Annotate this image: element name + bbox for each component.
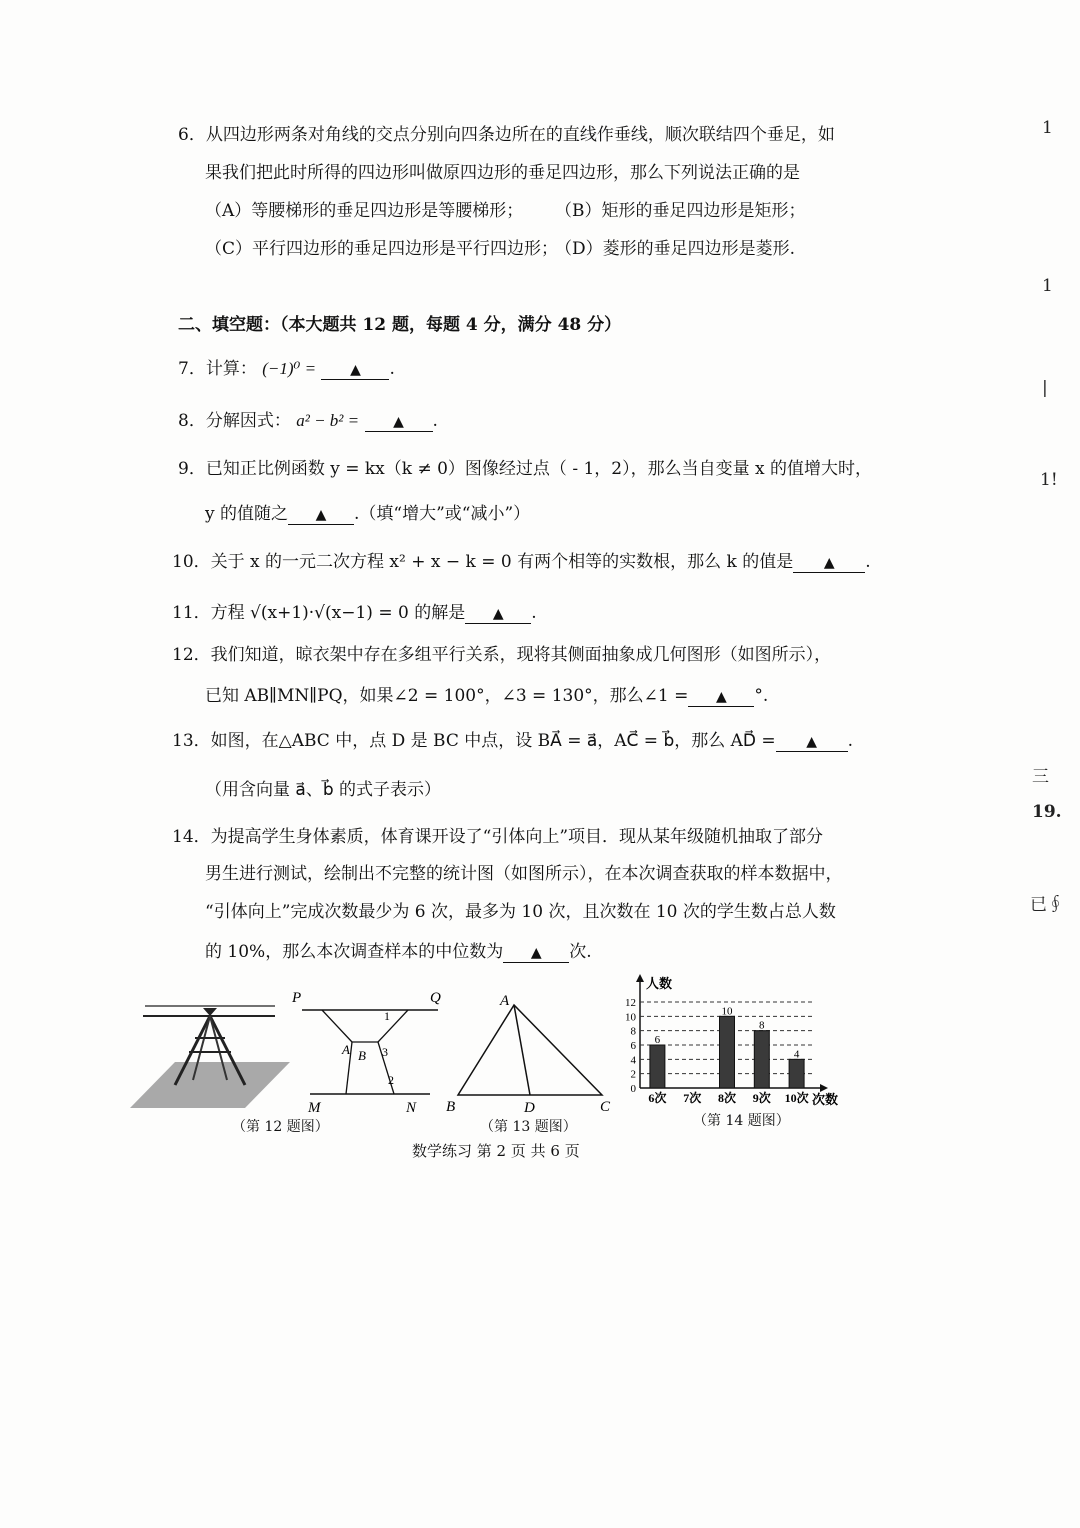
- q13-line1-text: 13．如图，在△ABC 中，点 D 是 BC 中点，设 BA⃗ = a⃗，AC⃗ = b⃗，那么 AD⃗ =: [172, 731, 776, 751]
- question-10: [172, 551, 871, 573]
- fig14-bar-chart: [618, 972, 848, 1108]
- q11-end: .: [531, 603, 537, 623]
- page-footer: 数学练习 第 2 页 共 6 页: [412, 1142, 580, 1160]
- q11-answer-blank[interactable]: ▲: [465, 605, 531, 624]
- x-tick-6次: 6次: [648, 1091, 667, 1105]
- q9-answer-blank[interactable]: ▲: [288, 506, 354, 525]
- margin-mark-4: 1!: [1040, 470, 1058, 490]
- angle-2-label: 2: [388, 1073, 394, 1087]
- q12-line2: [205, 685, 768, 707]
- label-q: Q: [430, 990, 441, 1006]
- margin-mark-3: |: [1042, 378, 1048, 398]
- q11-text: 11．方程 √(x+1)·√(x−1) = 0 的解是: [172, 603, 466, 623]
- vertex-a-label: A: [500, 993, 510, 1009]
- q14-line2: 男生进行测试，绘制出不完整的统计图（如图所示），在本次调查获取的样本数据中，: [205, 864, 843, 884]
- q8-end: .: [432, 411, 438, 431]
- margin-mark-2: 1: [1042, 276, 1053, 296]
- y-tick-2: 2: [630, 1068, 636, 1081]
- q9-line2: [205, 503, 530, 525]
- q9-line2-start: y 的值随之: [205, 504, 289, 524]
- vertex-b-label: B: [446, 1099, 456, 1115]
- margin-mark-1: 1: [1042, 118, 1053, 138]
- bar-6次: [650, 1045, 665, 1088]
- bar-8次: [720, 1016, 735, 1088]
- q14-line1: 14．为提高学生身体素质，体育课开设了“引体向上”项目．现从某年级随机抽取了部分: [172, 827, 824, 847]
- x-tick-7次: 7次: [683, 1091, 702, 1105]
- q8-expression: a² − b² =: [296, 411, 360, 430]
- bar-value-label-6次: 6: [654, 1034, 661, 1046]
- q10-text: 10．关于 x 的一元二次方程 x² + x − k = 0 有两个相等的实数根，那么 k 的值是: [172, 552, 794, 572]
- label-p: P: [292, 990, 302, 1006]
- q7-label: 7．计算：: [178, 359, 257, 379]
- q9-line1: 9．已知正比例函数 y = kx（k ≠ 0）图像经过点（ - 1，2），那么当自变量 x 的值增大时，: [178, 459, 873, 479]
- triangle-abc: [458, 1005, 602, 1095]
- q13-line2: （用含向量 a⃗、b⃗ 的式子表示）: [205, 780, 442, 800]
- q10-end: .: [865, 552, 871, 572]
- bar-value-label-9次: 8: [759, 1019, 765, 1032]
- fig14-caption: （第 14 题图）: [693, 1113, 790, 1129]
- angle-3-label: 3: [382, 1045, 388, 1059]
- q14-line4: [205, 941, 592, 963]
- q12-answer-blank[interactable]: ▲: [688, 688, 754, 707]
- margin-mark-5: 三: [1032, 767, 1049, 787]
- q12-line2-text: 已知 AB∥MN∥PQ，如果∠2 = 100°，∠3 = 130°，那么∠1 =: [205, 686, 689, 706]
- bar-value-label-8次: 10: [721, 1005, 733, 1018]
- q6-option-d: （D）菱形的垂足四边形是菱形.: [555, 239, 796, 259]
- q8-answer-blank[interactable]: ▲: [365, 413, 433, 432]
- point-d-label: D: [524, 1100, 535, 1115]
- label-b: B: [358, 1048, 366, 1063]
- label-n: N: [406, 1100, 417, 1116]
- q7-end: .: [389, 359, 395, 379]
- q13-line1: [172, 730, 853, 752]
- q6-option-a: （A）等腰梯形的垂足四边形是等腰梯形；: [205, 201, 524, 221]
- margin-mark-7: 已∮: [1030, 895, 1064, 915]
- q6-stem-line1: 6．从四边形两条对角线的交点分别向四条边所在的直线作垂线，顺次联结四个垂足，如: [178, 125, 835, 145]
- label-a: A: [342, 1042, 350, 1057]
- q6-option-c: （C）平行四边形的垂足四边形是平行四边形；: [205, 239, 559, 259]
- x-axis-arrow: [820, 1084, 828, 1092]
- x-tick-9次: 9次: [752, 1091, 771, 1105]
- q14-line4-start: 的 10%，那么本次调查样本的中位数为: [205, 942, 504, 962]
- q14-line3: “引体向上”完成次数最少为 6 次，最多为 10 次，且次数在 10 次的学生数占总人数: [205, 902, 836, 922]
- q14-line4-end: 次.: [569, 942, 592, 962]
- q13-end: .: [847, 731, 854, 751]
- chart-y-label: 人数: [646, 976, 673, 991]
- section-2-heading: 二、填空题：（本大题共 12 题，每题 4 分，满分 48 分）: [178, 315, 622, 335]
- y-tick-12: 12: [625, 997, 636, 1009]
- y-tick-0: 0: [630, 1083, 636, 1095]
- q12-end: °.: [754, 686, 769, 706]
- question-11: [172, 602, 537, 624]
- q10-answer-blank[interactable]: ▲: [793, 554, 865, 573]
- q6-stem-line2: 果我们把此时所得的四边形叫做原四边形的垂足四边形，那么下列说法正确的是: [205, 163, 800, 183]
- bar-10次: [789, 1059, 804, 1088]
- fig12-clothes-rack-photo: [125, 980, 295, 1115]
- q8-label: 8．分解因式：: [178, 411, 291, 431]
- label-m: M: [308, 1100, 321, 1116]
- vertex-c-label: C: [600, 1099, 611, 1115]
- q7-expression: (−1)⁰ =: [262, 359, 317, 378]
- q7-answer-blank[interactable]: ▲: [321, 361, 389, 380]
- fig12-caption: （第 12 题图）: [232, 1119, 329, 1135]
- y-tick-8: 8: [630, 1025, 636, 1038]
- q12-line1: 12．我们知道，晾衣架中存在多组平行关系，现将其侧面抽象成几何图形（如图所示），: [172, 645, 832, 665]
- y-tick-6: 6: [630, 1040, 636, 1052]
- q14-answer-blank[interactable]: ▲: [503, 944, 569, 963]
- q13-answer-blank[interactable]: ▲: [776, 733, 848, 752]
- angle-1-label: 1: [384, 1009, 390, 1023]
- x-tick-8次: 8次: [717, 1091, 737, 1105]
- q9-line2-end: .（填“增大”或“减小”）: [354, 504, 531, 524]
- bar-9次: [754, 1031, 769, 1088]
- chart-x-label: 次数: [812, 1092, 839, 1107]
- question-7: [178, 358, 395, 380]
- y-tick-10: 10: [625, 1011, 636, 1024]
- fig13-triangle-diagram: [440, 985, 620, 1115]
- y-axis-arrow: [636, 974, 644, 982]
- q6-option-b: （B）矩形的垂足四边形是矩形；: [555, 201, 806, 221]
- margin-mark-6: 19.: [1032, 802, 1062, 822]
- fig13-caption: （第 13 题图）: [480, 1119, 577, 1135]
- x-tick-10次: 10次: [784, 1091, 809, 1105]
- fig12-geometry-diagram: [290, 980, 450, 1120]
- bar-value-label-10次: 4: [793, 1048, 800, 1061]
- question-8: [178, 410, 438, 432]
- y-tick-4: 4: [630, 1054, 636, 1067]
